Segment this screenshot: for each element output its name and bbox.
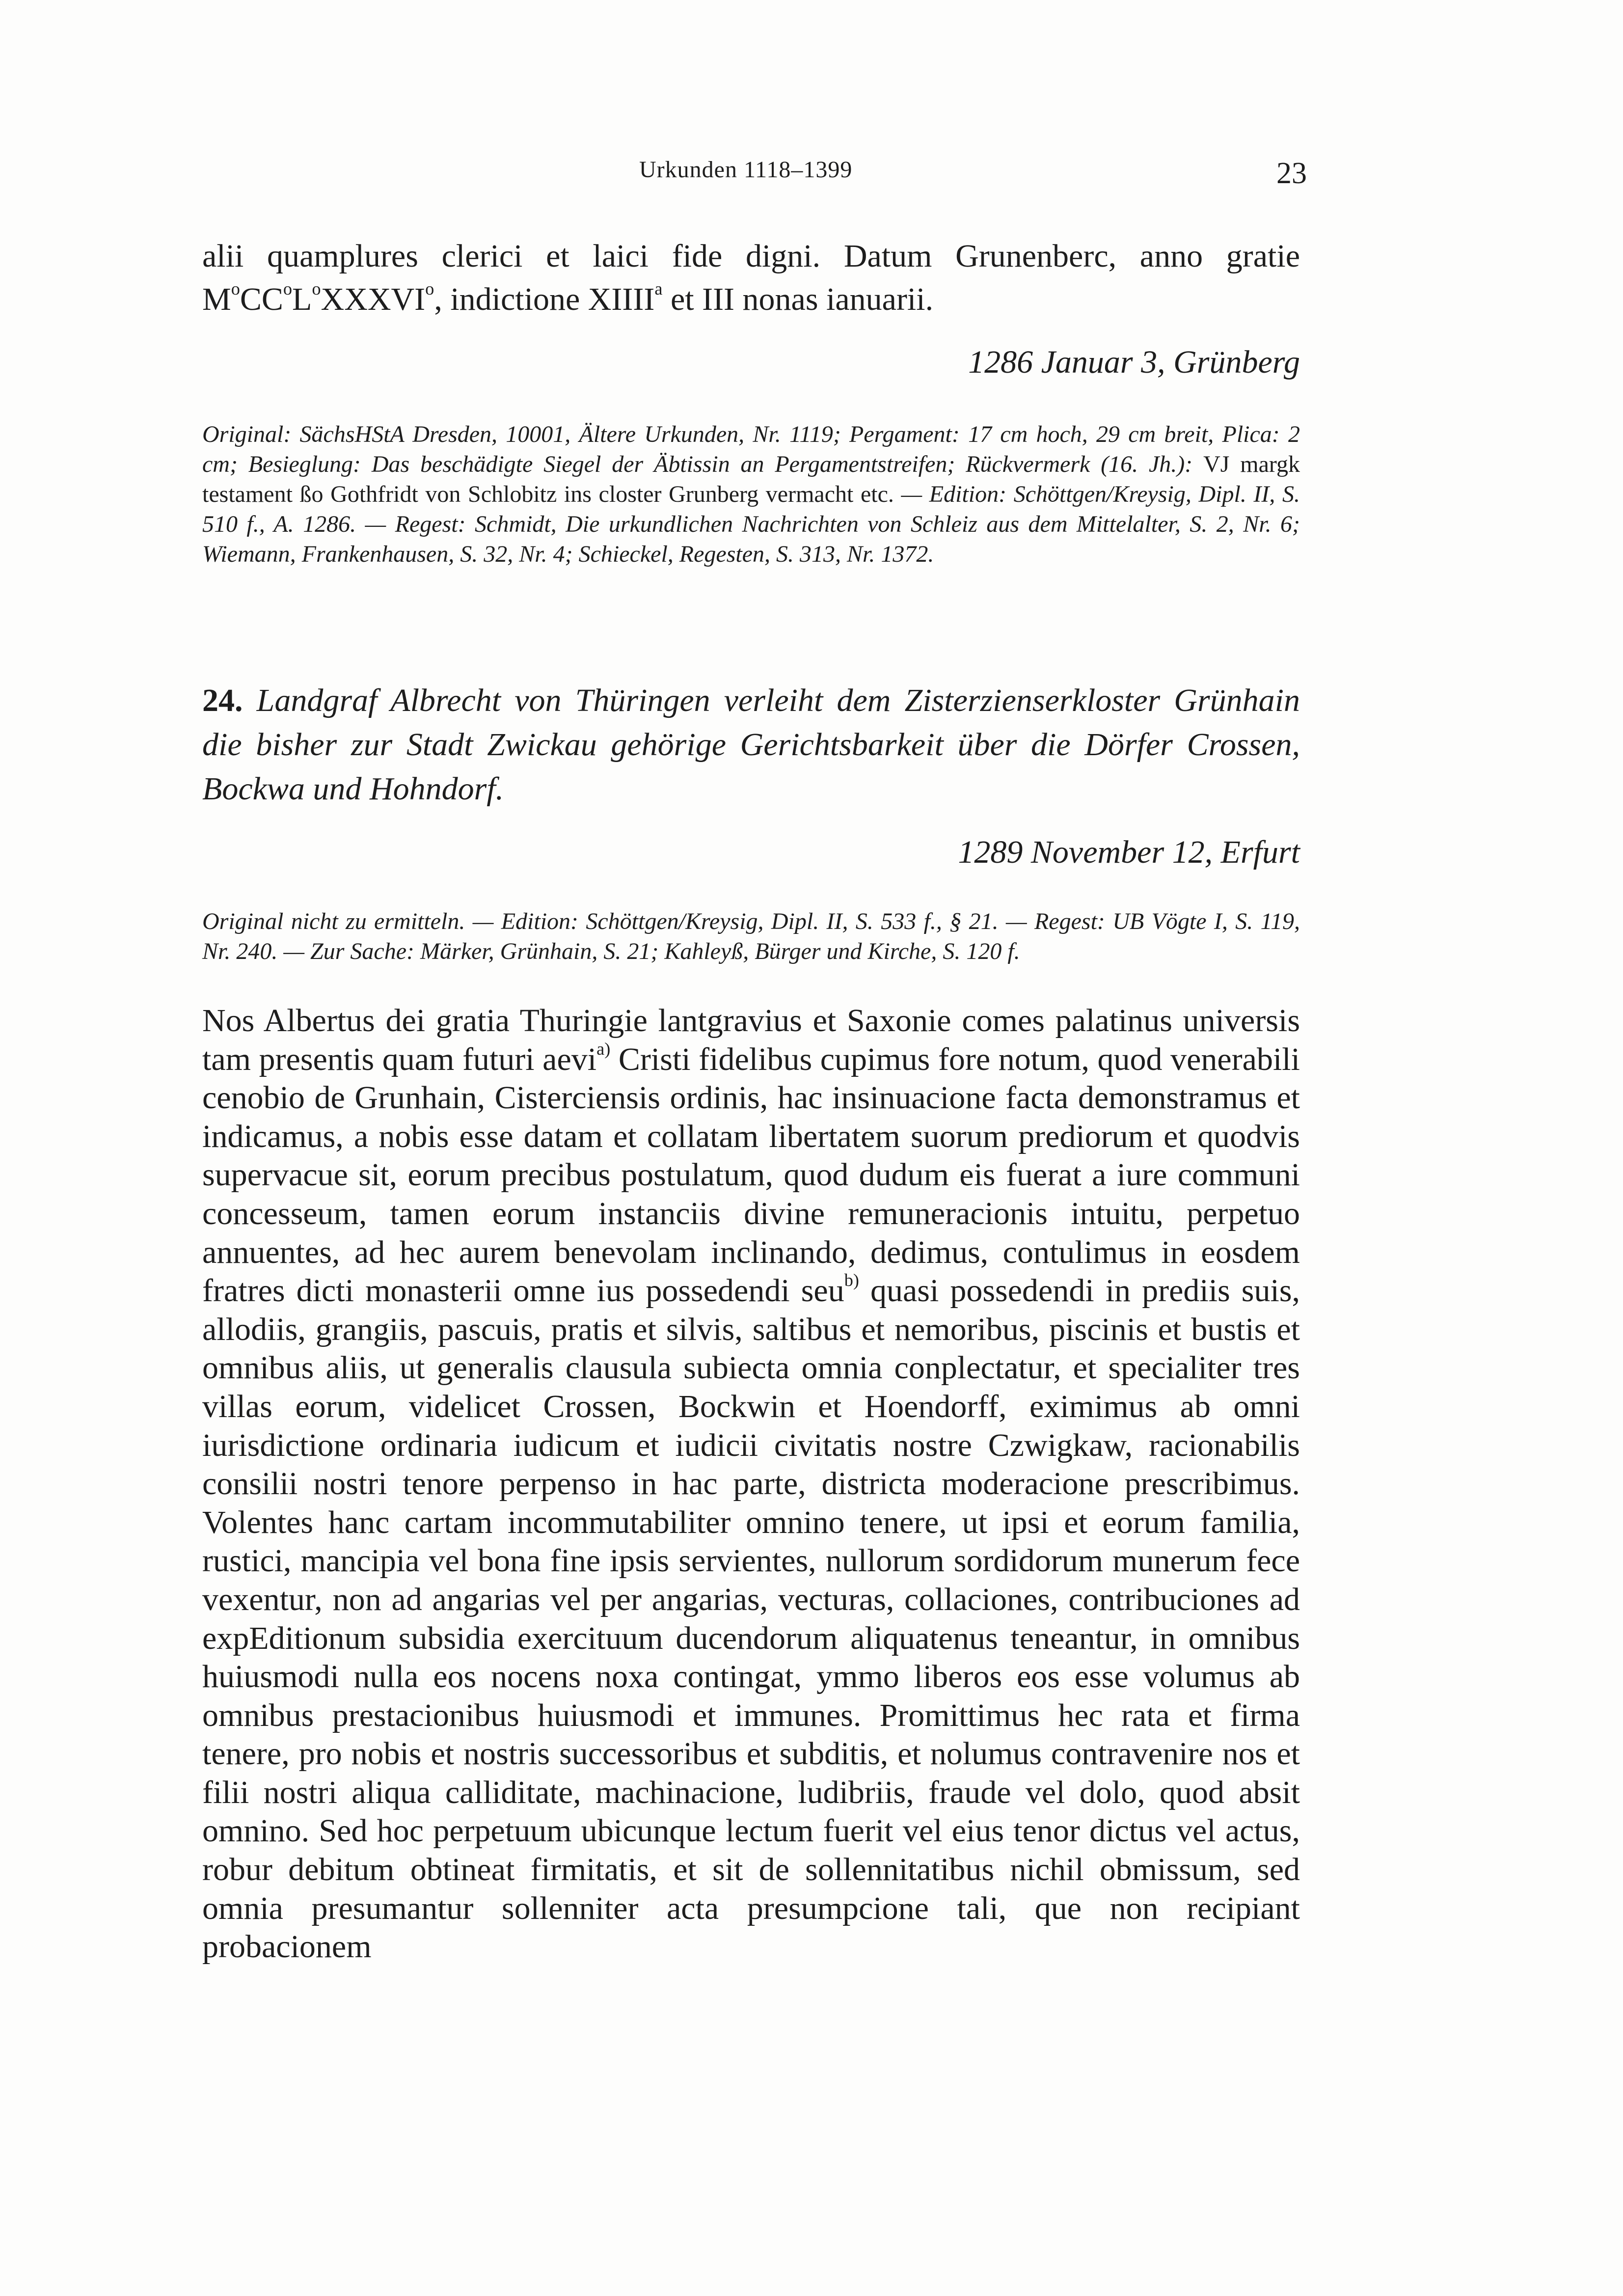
document-regest-title: Landgraf Albrecht von Thüringen verleiht dem Zisterzienserkloster Grünhain die bisher zur Stadt Zwickau gehörige Gerichtsbarkeit über die Dörfer Crossen, Bockwa und Hohndorf. bbox=[202, 683, 1300, 807]
document-number: 24. bbox=[202, 683, 243, 718]
footnote-marker-a: a) bbox=[596, 1039, 611, 1059]
previous-document-date: 1286 Januar 3, Grünberg bbox=[968, 344, 1300, 380]
footnote-marker-b: b) bbox=[844, 1270, 859, 1290]
page-number: 23 bbox=[1276, 157, 1307, 190]
document-24-text: Nos Albertus dei gratia Thuringie lantgravius et Saxonie comes palatinus universis tam presentis quam futuri aevi$^{a)}$ Cristi fidelibus cupimus fore notum, quod venerabili cenobio de Grunhain, Cisterciensis ordinis, hac insinuacione facta demonstramus et indicamus, a nobis esse datam et collatam libertatem suorum prediorum et quodvis supervacue sit, eorum precibus postulatum, quod dudum eis fuerat a iure communi concesseum, tamen eorum instanciis divine remuneracionis intuitu, perpetuo annuentes, ad hec aurem benevolam inclinando, dedimus, contulimus in eosdem fratres dicti monasterii omne ius possedendi seu$^{b)}$ quasi possedendi in prediis suis, allodiis, grangiis, pascuis, pratis et silvis, saltibus et nemoribus, piscinis et bustis et omnibus aliis, ut generalis clausula subiecta omnia conplectatur, et specialiter tres villas eorum, videlicet Crossen, Bockwin et Hoendorff, eximimus ab omni iurisdictione ordinaria iudicum et iudicii civitatis nostre Czwigkaw, racionabilis consilii nostri tenore perpenso in hac parte, districta moderacione prescribimus. Volentes hanc cartam incommutabiliter omnino tenere, ut ipsi et eorum familia, rustici, mancipia vel bona fine ipsis servientes, nullorum sordidorum munerum fece vexentur, non ad angarias vel per angarias, vecturas, collaciones, contribuciones ad expEditionum subsidia exercituum ducendorum aliquatenus teneantur, in omnibus huiusmodi nulla eos nocens noxa contingat, ymmo liberos eos esse volumus ab omnibus prestacionibus huiusmodi et immunes. Promittimus hec rata et firma tenere, pro nobis et nostris successoribus et subditis, et nolumus contravenire nos et filii nostri aliqua calliditate, machinacione, ludibriis, fraude vel dolo, quod absit omnino. Sed hoc perpetuum ubicunque lectum fuerit vel eius tenor dictus vel actus, robur debitum obtineat firmitatis, et sit de sollennitatibus nichil obmissum, sed omnia presumantur sollenniter acta presumpcione tali, que non recipiant probacionem bbox=[202, 1003, 1300, 1965]
previous-document-closing-text: alii quamplures clerici et laici fide digni. Datum Grunenberc, anno gratie $M^oCC^oL^oXXXVI^o$, indictione XIIII$^a$ et III nonas ianuarii. bbox=[202, 238, 1300, 317]
document-24-apparatus-note: Original nicht zu ermitteln. — Edition: Schöttgen/Kreysig, Dipl. II, S. 533 f., § 21. — Regest: UB Vögte I, S. 119, Nr. 240. — Zur Sache: Märker, Grünhain, S. 21; Kahleyß, Bürger und Kirche, S. 120 f. bbox=[202, 908, 1300, 964]
document-24-date: 1289 November 12, Erfurt bbox=[958, 834, 1300, 870]
document-24-heading bbox=[202, 679, 1300, 811]
previous-document-apparatus-note: Original: SächsHStA Dresden, 10001, Ältere Urkunden, Nr. 1119; Pergament: 17 cm hoch, 29 cm breit, Plica: 2 cm; Besieglung: Das beschädigte Siegel der Äbtissin an Pergamentstreifen; Rückvermerk (16. Jh.): VJ margk testament ßo Gothfridt von Schlobitz ins closter Grunberg vermacht etc. — Edition: Schöttgen/Kreysig, Dipl. II, S. 510 f., A. 1286. — Regest: Schmidt, Die urkundlichen Nachrichten von Schleiz aus dem Mittelalter, S. 2, Nr. 6; Wiemann, Frankenhausen, S. 32, Nr. 4; Schieckel, Regesten, S. 313, Nr. 1372. bbox=[202, 421, 1300, 567]
running-head: Urkunden 1118–1399 bbox=[639, 157, 853, 183]
